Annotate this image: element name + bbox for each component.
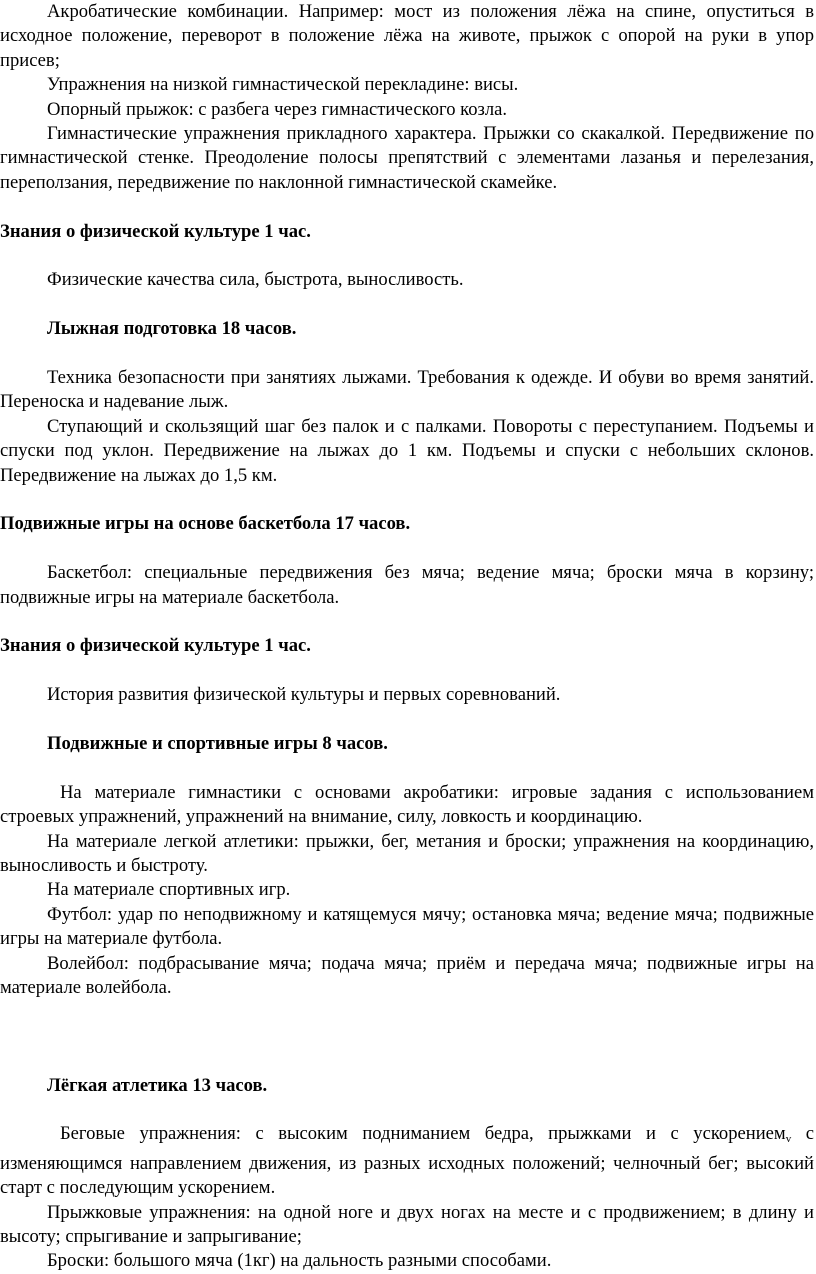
spacer <box>0 195 814 219</box>
paragraph-athletics-material: На материале легкой атлетики: прыжки, бег, метания и броски; упражнения на координацию, выносливость и быстроту. <box>0 830 814 877</box>
paragraph-low-bar: Упражнения на низкой гимнастической перекладине: висы. <box>47 74 519 96</box>
spacer <box>0 293 814 317</box>
heading-knowledge-2: Знания о физической культуре 1 час. <box>0 635 311 657</box>
spacer <box>0 756 814 780</box>
spacer <box>0 708 814 732</box>
heading-ski-training: Лыжная подготовка 18 часов. <box>47 318 297 340</box>
spacer <box>0 610 814 634</box>
heading-basketball-games: Подвижные игры на основе баскетбола 17 часов. <box>0 513 411 535</box>
paragraph-ski-technique: Ступающий и скользящий шаг без палок и с палками. Повороты с переступанием. Подъемы и спуски под уклон. Передвижение на лыжах до 1 км. Подъемы и спуски с небольших склонов. Передвижение на лыжах до 1,5 км. <box>0 415 814 486</box>
paragraph-throws: Броски: большого мяча (1кг) на дальность разными способами. <box>47 1250 552 1272</box>
paragraph-volleyball: Волейбол: подбрасывание мяча; подача мяча; приём и передача мяча; подвижные игры на материале волейбола. <box>0 952 814 999</box>
running-text-end: с изменяющимся направлением движения, из разных исходных положений; челночный бег; высокий старт с последующим ускорением. <box>0 1123 814 1199</box>
paragraph-applied-gymnastics: Гимнастические упражнения прикладного характера. Прыжки со скакалкой. Передвижение по гимнастической стенке. Преодоление полосы препятствий с элементами лазанья и перелезания, переползания, передвижение по наклонной гимнастической скамейке. <box>0 123 814 193</box>
running-text-start: Беговые упражнения: с высоким подниманием бедра, прыжками и с ускорением <box>60 1123 786 1145</box>
paragraph-sports-games-material: На материале спортивных игр. <box>47 879 291 901</box>
paragraph-running-exercises <box>0 1122 814 1200</box>
paragraph-ski-safety: Техника безопасности при занятиях лыжами. Требования к одежде. И обуви во время занятий. Переноска и надевание лыж. <box>0 367 814 413</box>
spacer <box>0 1001 814 1074</box>
spacer <box>0 342 814 366</box>
paragraph-gymnastics-material: На материале гимнастики с основами акробатики: игровые задания с использованием строевых упражнений, упражнений на внимание, силу, ловкость и координацию. <box>0 781 814 828</box>
spacer <box>0 1098 814 1122</box>
paragraph-football: Футбол: удар по неподвижному и катящемуся мячу; остановка мяча; ведение мяча; подвижные игры на материале футбола. <box>0 903 814 950</box>
paragraph-vault: Опорный прыжок: с разбега через гимнастического козла. <box>47 98 508 120</box>
spacer <box>0 537 814 561</box>
paragraph-basketball: Баскетбол: специальные передвижения без мяча; ведение мяча; броски мяча в корзину; подвижные игры на материале баскетбола. <box>0 562 814 608</box>
paragraph-acrobatic-combinations: Акробатические комбинации. Например: мост из положения лёжа на спине, опуститься в исходное положение, переворот в положение лёжа на животе, прыжок с опорой на руки в упор присев; <box>0 1 814 71</box>
subscript-mark: v <box>785 1133 792 1146</box>
paragraph-physical-qualities: Физические качества сила, быстрота, выносливость. <box>47 269 464 291</box>
spacer <box>0 659 814 683</box>
heading-athletics: Лёгкая атлетика 13 часов. <box>47 1074 268 1096</box>
heading-sports-games: Подвижные и спортивные игры 8 часов. <box>47 733 388 755</box>
paragraph-history: История развития физической культуры и первых соревнований. <box>47 684 561 706</box>
heading-knowledge-1: Знания о физической культуре 1 час. <box>0 220 311 242</box>
spacer <box>0 488 814 512</box>
paragraph-jumping-exercises: Прыжковые упражнения: на одной ноге и двух ногах на месте и с продвижением; в длину и высоту; спрыгивание и запрыгивание; <box>0 1201 814 1247</box>
spacer <box>0 244 814 268</box>
